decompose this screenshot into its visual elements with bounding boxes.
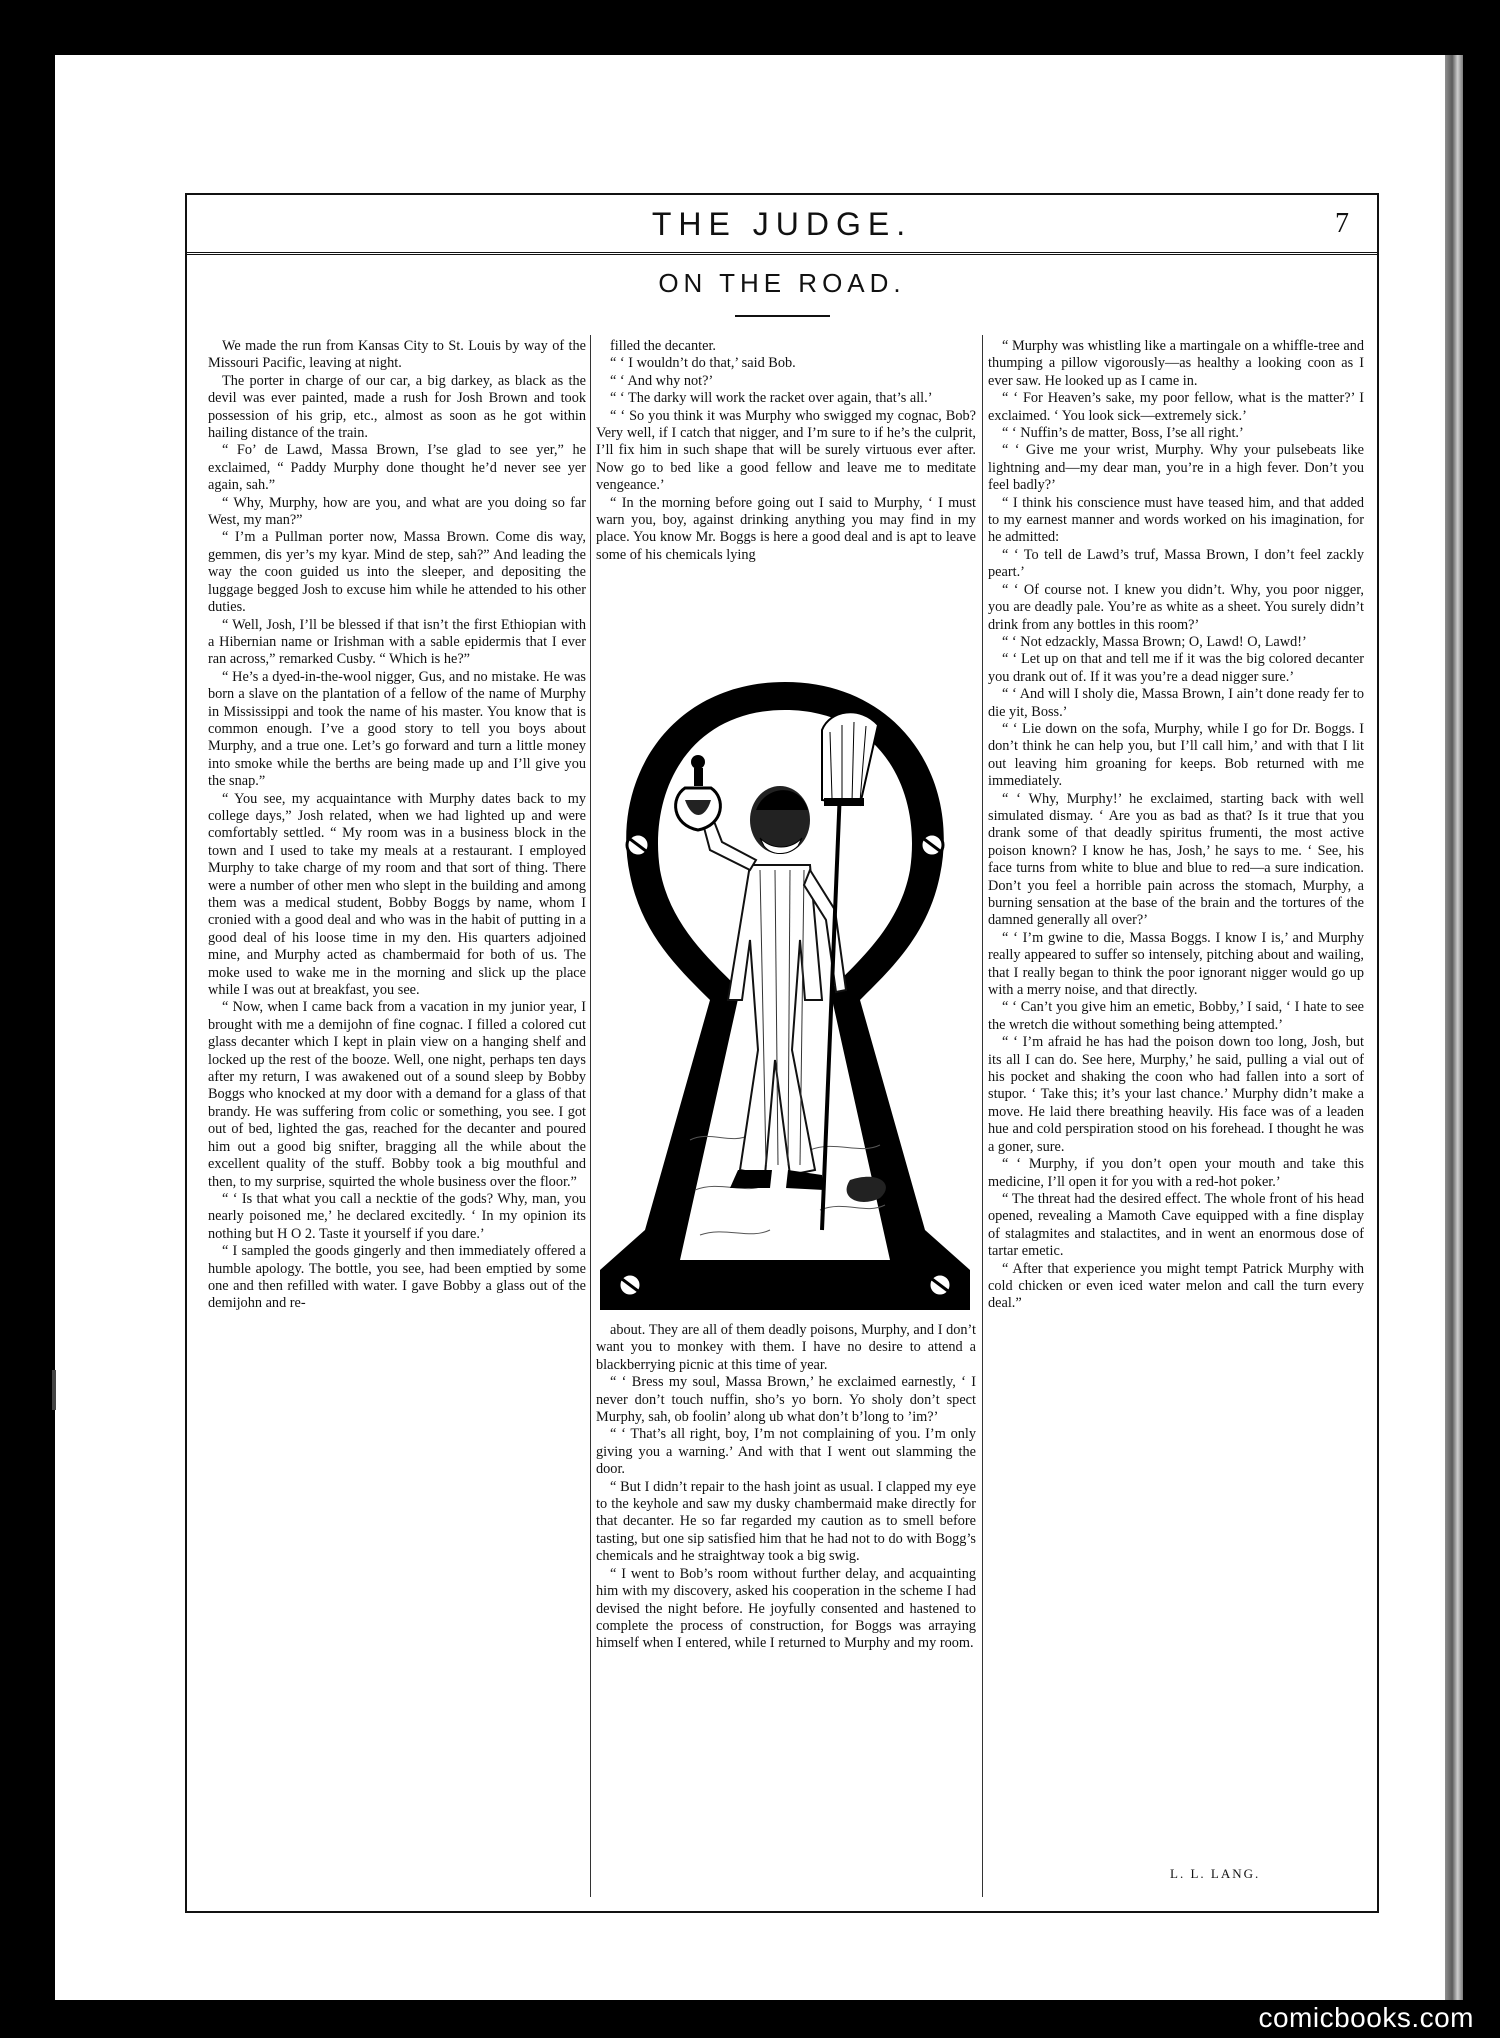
binding-mark	[52, 1370, 56, 1410]
article-column-3	[988, 338, 1364, 1888]
article-paragraph: “ ‘ So you think it was Murphy who swigged my cognac, Bob? Very well, if I catch that nigger, and I’m sure to if he’s the culprit, I’ll fix him in such shape that will be surely virtuous ever after. Now go to bed like a good fellow and leave me to meditate vengeance.’	[596, 407, 976, 494]
article-paragraph: “ ‘ Of course not. I knew you didn’t. Why, you poor nigger, you are deadly pale. You’re as white as a sheet. You surely didn’t drink from any bottles in this room?’	[988, 581, 1364, 633]
page-edge-binding	[1445, 55, 1463, 2000]
article-paragraph: “ ‘ Lie down on the sofa, Murphy, while I go for Dr. Boggs. I don’t think he can help you, but I’ll call him,’ and with that I lit out leaving him groaning for keeps. Bob returned with me immediately.	[988, 720, 1364, 790]
article-paragraph: “ Fo’ de Lawd, Massa Brown, I’se glad to see yer,” he exclaimed, “ Paddy Murphy done thought he’d never see yer again, sah.”	[208, 442, 586, 494]
article-paragraph: “ ‘ Why, Murphy!’ he exclaimed, starting back with well simulated dismay. ‘ Are you as bad as that? Is it true that you drank some of that deadly spiritus frumenti, the most active poison known? I know he has, Josh,’ he says to me. ‘ See, his face turns from white to blue and blue to red—a sure indication. Don’t you feel a horrible pain across the stomach, Murphy, a burning sensation at the base of the brain and the tortures of the damned generally all over?’	[988, 790, 1364, 929]
byline: L. L. LANG.	[1170, 1866, 1261, 1881]
article-paragraph: “ ‘ For Heaven’s sake, my poor fellow, what is the matter?’ I exclaimed. ‘ You look sick—extremely sick.’	[988, 390, 1364, 424]
article-paragraph: “ ‘ Is that what you call a necktie of the gods? Why, man, you nearly poisoned me,’ he declared excitedly. ‘ In my opinion its nothing but H O 2. Taste it yourself if you dare.’	[208, 1190, 586, 1242]
article-paragraph: “ I think his conscience must have teased him, and that added to my earnest manner and words worked on his imagination, for he admitted:	[988, 494, 1364, 546]
article-paragraph: “ Why, Murphy, how are you, and what are you doing so far West, my man?”	[208, 494, 586, 529]
article-paragraph: filled the decanter.	[610, 338, 716, 354]
journal-title: THE JUDGE.	[651, 206, 913, 242]
article-paragraph: “ ‘ I’m afraid he has had the poison down too long, Josh, but its all I can do. See here, Murphy,’ he said, pulling a vial out of his pocket and shaking the coon who had fallen into a sort of stupor. ‘ Take this; it’s your last chance.’ Murphy didn’t make a move. He laid there breathing heavily. His face was of a leaden hue and cold perspiration stood on his forehead. I thought he was a goner, sure.	[988, 1034, 1364, 1155]
article-paragraph: “ ‘ To tell de Lawd’s truf, Massa Brown, I don’t feel zackly peart.’	[988, 546, 1364, 581]
article-paragraph: “ After that experience you might tempt Patrick Murphy with cold chicken or even iced water melon and call the turn every deal.”	[988, 1260, 1364, 1312]
article-title: ON THE ROAD.	[658, 268, 906, 298]
article-column-2-top	[596, 338, 976, 656]
article-paragraph: “ ‘ Let up on that and tell me if it was the big colored decanter you drank out of. If it was you’re a dead nigger sure.’	[988, 651, 1364, 685]
article-paragraph: “ ‘ Not edzackly, Massa Brown; O, Lawd! O, Lawd!’	[1002, 633, 1307, 650]
article-paragraph: “ ‘ Murphy, if you don’t open your mouth and take this medicine, I’ll open it for you with a red-hot poker.’	[988, 1156, 1364, 1190]
article-paragraph: about. They are all of them deadly poisons, Murphy, and I don’t want you to monkey with them. I have no desire to attend a blackberrying picnic at this time of year.	[596, 1322, 976, 1373]
page-number: 7	[1335, 208, 1349, 239]
article-paragraph: “ I went to Bob’s room without further delay, and acquainting him with my discovery, asked his cooperation in the scheme I had devised the night before. He joyfully consented and hastened to complete the process of construction, for Boggs was arraying himself when I entered, while I returned to Murphy and my room.	[596, 1565, 976, 1652]
article-paragraph: “ ‘ And will I sholy die, Massa Brown, I ain’t done ready fer to die yit, Boss.’	[988, 686, 1364, 720]
article-paragraph: “ ‘ And why not?’	[610, 372, 714, 389]
article-paragraph: “ ‘ The darky will work the racket over again, that’s all.’	[610, 390, 933, 407]
article-column-2-bottom	[596, 1322, 976, 1822]
article-paragraph: “ You see, my acquaintance with Murphy dates back to my college days,” Josh related, when we had lighted up and were comfortably settled. “ My room was in a business block in the town and I used to take my meals at a restaurant. I employed Murphy to take charge of my room and that sort of thing. There were a number of other men who slept in the building and among them was a medical student, Bobby Boggs by name, whom I cronied with a good deal and who was in the habit of putting in a good deal of his loose time in my den. His quarters adjoined mine, and Murphy acted as chambermaid for both of us. The moke used to wake me in the morning and slick up the place while I was out at breakfast, you see.	[208, 790, 586, 999]
keyhole-illustration	[560, 670, 1010, 1315]
article-paragraph: “ ‘ That’s all right, boy, I’m not complaining of you. I’m only giving you a warning.’ And with that I went out slamming the door.	[596, 1426, 976, 1478]
article-paragraph: The porter in charge of our car, a big darkey, as black as the devil was ever painted, made a rush for Josh Brown and took possession of his grip, etc., almost as soon as he got within hailing distance of the train.	[208, 372, 586, 442]
article-paragraph: “ ‘ Bress my soul, Massa Brown,’ he exclaimed earnestly, ‘ I never don’t touch nuffin, sho’s yo born. Yo sholy don’t spect Murphy, sah, ob foolin’ along ub what don’t b’long to ’im?’	[596, 1374, 976, 1426]
article-paragraph: “ ‘ Give me your wrist, Murphy. Why your pulsebeats like lightning and—my dear man, you’re in a high fever. Don’t you feel badly?’	[988, 442, 1364, 494]
article-paragraph: “ I sampled the goods gingerly and then immediately offered a humble apology. The bottle, you see, had been emptied by some one and then refilled with water. I gave Bobby a glass out of the demijohn and re-	[208, 1243, 586, 1312]
article-column-1	[208, 338, 586, 1898]
article-paragraph: “ ‘ Can’t you give him an emetic, Bobby,’ I said, ‘ I hate to see the wretch die without something being attempted.’	[988, 999, 1364, 1033]
article-paragraph: “ He’s a dyed-in-the-wool nigger, Gus, and no mistake. He was born a slave on the plantation of a fellow of the name of Murphy in Mississippi and took the name of his master. You know that is common enough. I’ve a good story to tell you boys about Murphy, and a true one. Let’s go forward and turn a little money into smoke while the berths are being made up and I’ll give you the snap.”	[208, 668, 586, 790]
watermark-text: comicbooks.com	[1258, 2002, 1474, 2033]
article-paragraph: “ Murphy was whistling like a martingale on a whiffle-tree and thumping a pillow vigorously—as healthy a looking coon as I ever saw. He looked up as I came in.	[988, 338, 1364, 389]
article-paragraph: “ But I didn’t repair to the hash joint as usual. I clapped my eye to the keyhole and saw my dusky chambermaid make directly for that decanter. He so far regarded my caution as to smell before tasting, but one sip satisfied him that he had not to do with Bogg’s chemicals and he straightway took a big swig.	[596, 1478, 976, 1565]
article-paragraph: “ In the morning before going out I said to Murphy, ‘ I must warn you, boy, against drinking anything you may find in my place. You know Mr. Boggs is here a good deal and is apt to leave some of his chemicals lying	[596, 494, 976, 563]
article-paragraph: “ I’m a Pullman porter now, Massa Brown. Come dis way, gemmen, dis yer’s my kyar. Mind de step, sah?” And leading the way the coon guided us into the sleeper, and depositing the luggage begged Josh to excuse him while he attended to his other duties.	[208, 529, 586, 616]
article-paragraph: “ ‘ I wouldn’t do that,’ said Bob.	[610, 355, 796, 372]
article-paragraph: We made the run from Kansas City to St. Louis by way of the Missouri Pacific, leaving at night.	[208, 338, 586, 372]
article-paragraph: “ The threat had the desired effect. The whole front of his head opened, revealing a Mamoth Cave equipped with a fine display of stalagmites and stalactites, and in went an enormous dose of tartar emetic.	[988, 1190, 1364, 1260]
article-paragraph: “ Now, when I came back from a vacation in my junior year, I brought with me a demijohn of fine cognac. I filled a colored cut glass decanter which I kept in plain view on a hanging shelf and locked up the rest of the booze. Well, one night, perhaps ten days after my return, I was awakened out of a sound sleep by Bobby Boggs who knocked at my door with a demand for a glass of that brandy. He was suffering from colic or something, you see. I got out of bed, lighted the gas, reached for the decanter and poured him out a good big snifter, bragging all the while about the excellent quality of the stuff. Bobby took a big mouthful and then, to my surprise, squirted the whole business over the floor.”	[208, 999, 586, 1190]
article-paragraph: “ ‘ I’m gwine to die, Massa Boggs. I know I is,’ and Murphy really appeared to suffer so intensely, pitching about and wailing, that I really began to think the poor ignorant nigger would go up with a merry noise, and that directly.	[988, 929, 1364, 999]
title-underline	[735, 315, 830, 317]
header-rule	[185, 252, 1379, 255]
article-paragraph: “ Well, Josh, I’ll be blessed if that isn’t the first Ethiopian with a Hibernian name or Irishman with a sable epidermis that I ever ran across,” remarked Cusby. “ Which is he?”	[208, 616, 586, 668]
article-paragraph: “ ‘ Nuffin’s de matter, Boss, I’se all right.’	[1002, 425, 1244, 442]
page-header	[185, 196, 1379, 250]
